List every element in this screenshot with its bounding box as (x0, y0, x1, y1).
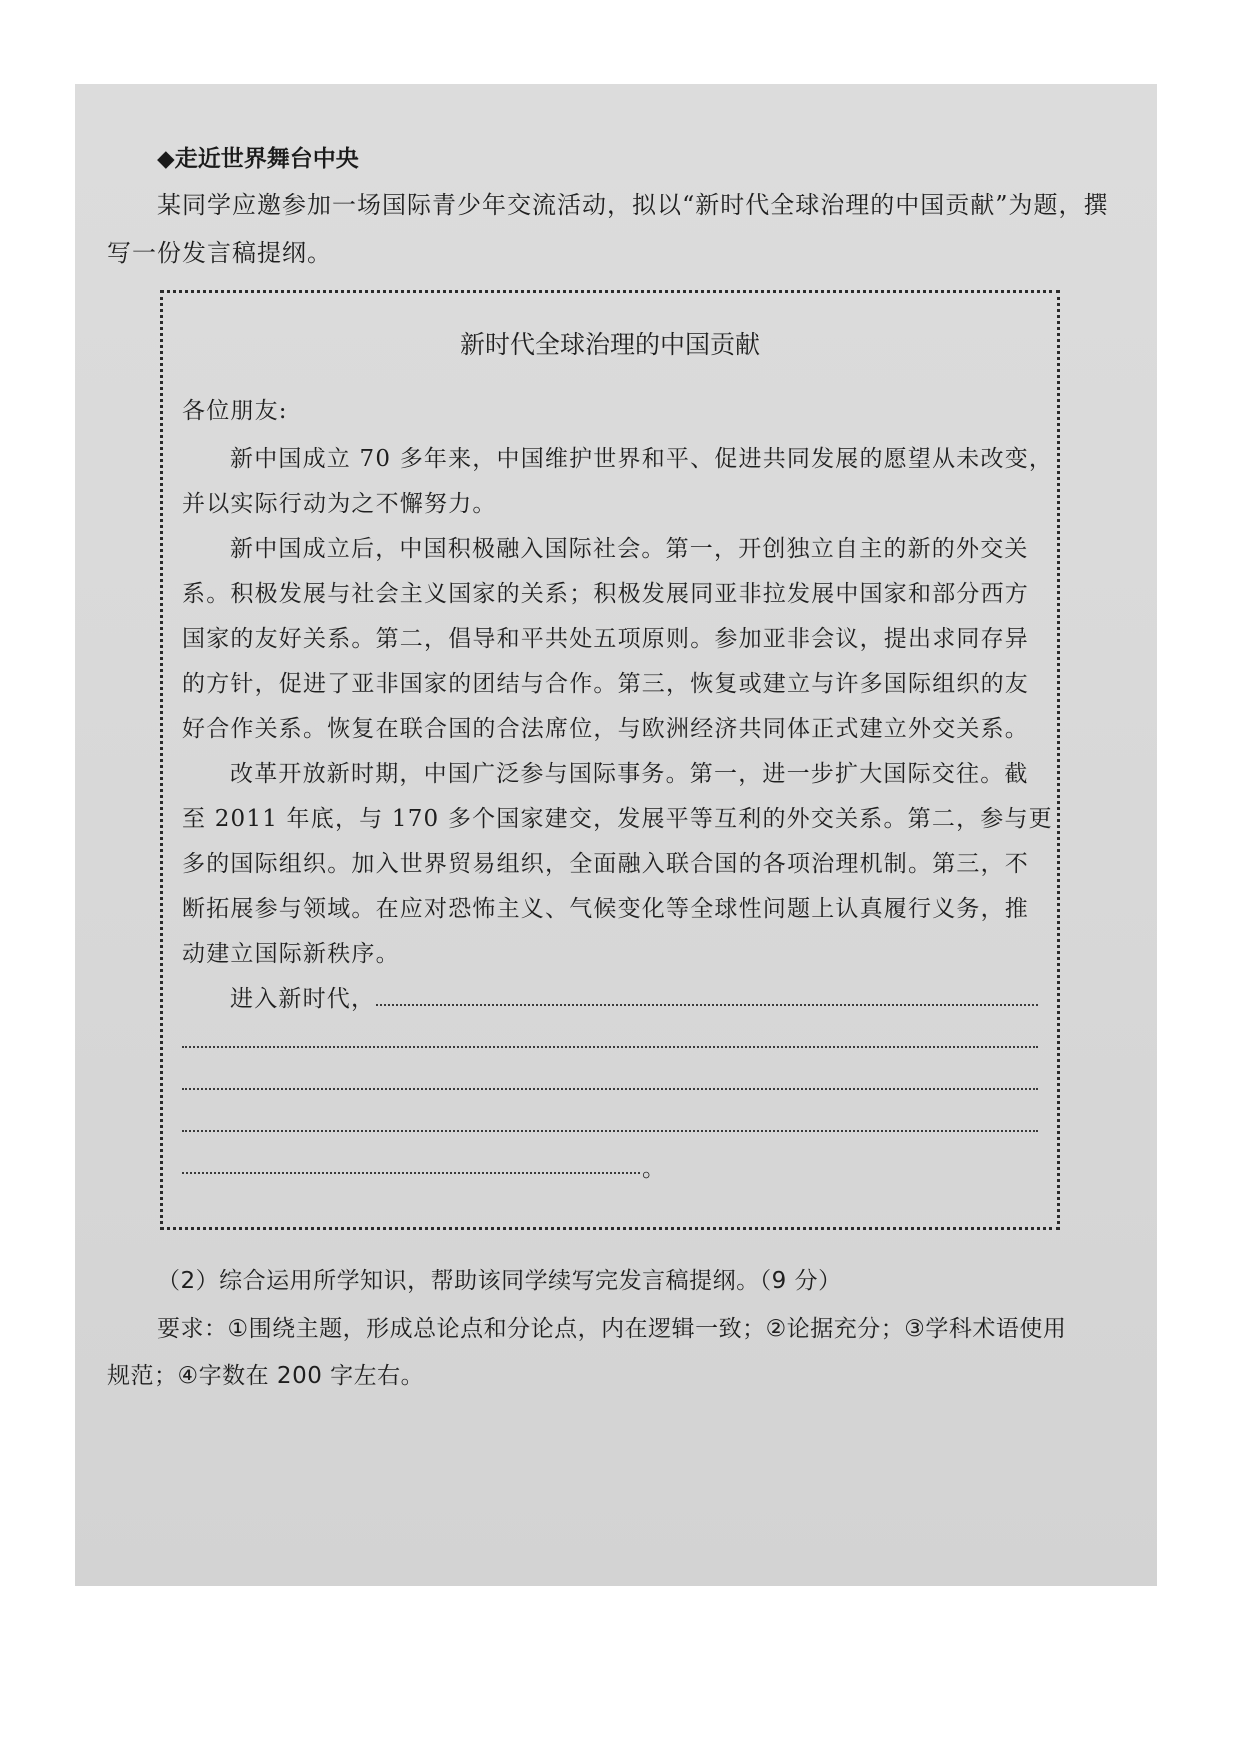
requirement-line-2: 规范；④字数在 200 字左右。 (107, 1363, 425, 1389)
answer-blank-line[interactable] (182, 1172, 640, 1174)
speech-line: 并以实际行动为之不懈努力。 (182, 491, 497, 517)
speech-line: 至 2011 年底，与 170 多个国家建交，发展平等互利的外交关系。第二，参与更 (182, 806, 1053, 832)
answer-blank-line[interactable] (376, 1004, 1038, 1006)
speech-line: 改革开放新时期，中国广泛参与国际事务。第一，进一步扩大国际交往。截 (230, 761, 1029, 787)
speech-line: 好合作关系。恢复在联合国的合法席位，与欧洲经济共同体正式建立外交关系。 (182, 716, 1029, 742)
speech-line: 多的国际组织。加入世界贸易组织，全面融入联合国的各项治理机制。第三，不 (182, 851, 1029, 877)
requirement-line-1: 要求：①围绕主题，形成总论点和分论点，内在逻辑一致；②论据充分；③学科术语使用 (157, 1316, 1067, 1342)
speech-title: 新时代全球治理的中国贡献 (459, 330, 760, 359)
question-prompt: （2）综合运用所学知识，帮助该同学续写完发言稿提纲。（9 分） (157, 1268, 842, 1294)
speech-line: 国家的友好关系。第二，倡导和平共处五项原则。参加亚非会议，提出求同存异 (182, 626, 1029, 652)
intro-line-1: 某同学应邀参加一场国际青少年交流活动，拟以“新时代全球治理的中国贡献”为题，撰 (157, 191, 1109, 219)
answer-blank-line[interactable] (182, 1088, 1038, 1090)
speech-line: 新中国成立后，中国积极融入国际社会。第一，开创独立自主的新的外交关 (230, 536, 1029, 562)
speech-line: 动建立国际新秩序。 (182, 941, 400, 967)
intro-line-2: 写一份发言稿提纲。 (107, 239, 332, 267)
section-heading: ◆走近世界舞台中央 (157, 146, 359, 172)
speech-line: 新中国成立 70 多年来，中国维护世界和平、促进共同发展的愿望从未改变， (230, 446, 1054, 472)
speech-line: 系。积极发展与社会主义国家的关系；积极发展同亚非拉发展中国家和部分西方 (182, 581, 1029, 607)
speech-line: 断拓展参与领域。在应对恐怖主义、气候变化等全球性问题上认真履行义务，推 (182, 896, 1029, 922)
end-mark: 。 (642, 1156, 667, 1182)
speech-greeting: 各位朋友: (182, 398, 288, 424)
continue-prefix: 进入新时代， (230, 986, 376, 1012)
answer-blank-line[interactable] (182, 1130, 1038, 1132)
speech-line: 的方针，促进了亚非国家的团结与合作。第三，恢复或建立与许多国际组织的友 (182, 671, 1029, 697)
answer-blank-line[interactable] (182, 1046, 1038, 1048)
